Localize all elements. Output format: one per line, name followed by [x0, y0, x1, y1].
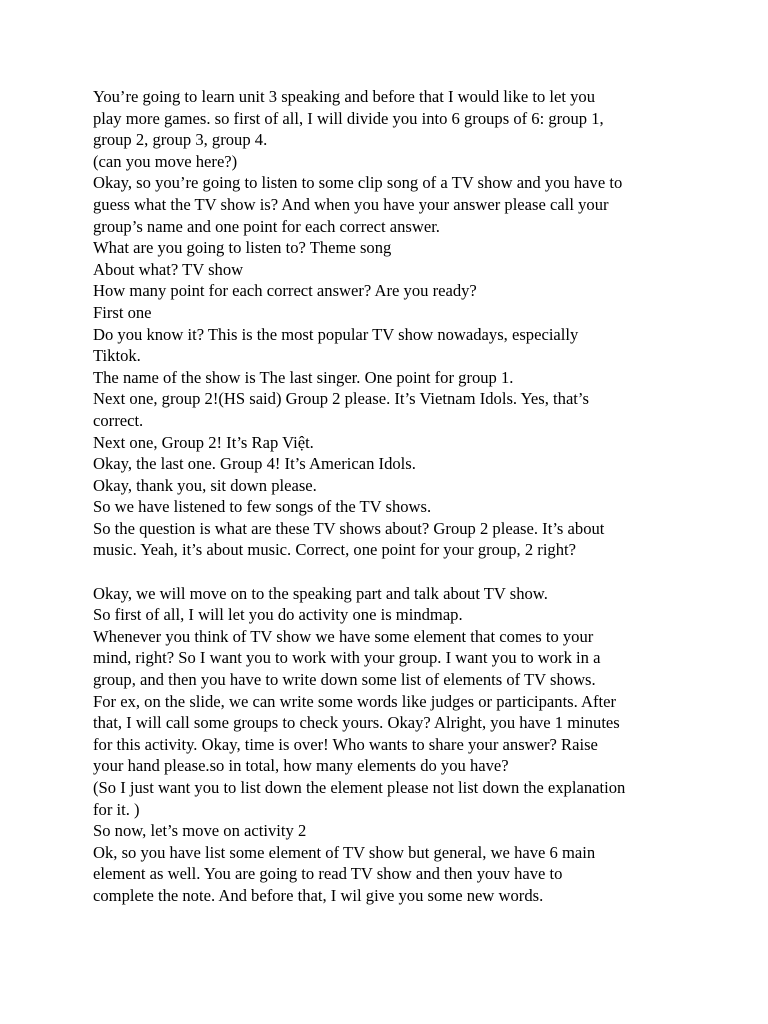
text-line: So we have listened to few songs of the TV shows. [93, 497, 432, 517]
text-line: group, and then you have to write down some list of elements of TV shows. [93, 670, 596, 690]
text-line: your hand please.so in total, how many elements do you have? [93, 756, 509, 776]
text-line: Okay, we will move on to the speaking part and talk about TV show. [93, 583, 548, 603]
transcript-body [93, 86, 733, 907]
text-line: First one [93, 302, 152, 322]
text-line: What are you going to listen to? Theme song [93, 238, 392, 258]
text-line: Okay, thank you, sit down please. [93, 475, 317, 495]
text-line: Ok, so you have list some element of TV show but general, we have 6 main [93, 842, 596, 862]
text-line: (can you move here?) [93, 151, 238, 171]
text-line: group 2, group 3, group 4. [93, 130, 268, 150]
text-line: You’re going to learn unit 3 speaking and before that I would like to let you [93, 87, 596, 106]
text-line: Okay, the last one. Group 4! It’s American Idols. [93, 454, 416, 474]
text-line: Do you know it? This is the most popular TV show nowadays, especially [93, 324, 579, 344]
text-line: guess what the TV show is? And when you have your answer please call your [93, 194, 609, 214]
text-line: So first of all, I will let you do activity one is mindmap. [93, 605, 463, 625]
text-line: The name of the show is The last singer. One point for group 1. [93, 367, 514, 387]
text-line: complete the note. And before that, I wil give you some new words. [93, 885, 544, 905]
text-line: For ex, on the slide, we can write some words like judges or participants. After [93, 691, 617, 711]
text-line: Tiktok. [93, 346, 141, 366]
text-line: Next one, Group 2! It’s Rap Việt. [93, 432, 314, 452]
text-line: element as well. You are going to read TV show and then youv have to [93, 864, 563, 884]
text-line: that, I will call some groups to check yours. Okay? Alright, you have 1 minutes [93, 713, 620, 733]
text-line: How many point for each correct answer? Are you ready? [93, 281, 477, 301]
text-line: for it. ) [93, 799, 140, 819]
text-line: Whenever you think of TV show we have some element that comes to your [93, 626, 594, 646]
text-line: mind, right? So I want you to work with your group. I want you to work in a [93, 648, 601, 668]
text-line: So the question is what are these TV shows about? Group 2 please. It’s about [93, 518, 605, 538]
text-line: About what? TV show [93, 259, 244, 279]
text-line: music. Yeah, it’s about music. Correct, one point for your group, 2 right? [93, 540, 576, 560]
text-line: Next one, group 2!(HS said) Group 2 please. It’s Vietnam Idols. Yes, that’s [93, 389, 589, 409]
text-line: Okay, so you’re going to listen to some clip song of a TV show and you have to [93, 173, 623, 193]
text-line: correct. [93, 410, 144, 430]
text-line: for this activity. Okay, time is over! Who wants to share your answer? Raise [93, 734, 598, 754]
text-line: play more games. so first of all, I will divide you into 6 groups of 6: group 1, [93, 108, 604, 128]
text-line: group’s name and one point for each correct answer. [93, 216, 440, 236]
blank-line [93, 561, 733, 583]
text-line: So now, let’s move on activity 2 [93, 821, 307, 841]
text-line: (So I just want you to list down the element please not list down the explanation [93, 778, 626, 797]
